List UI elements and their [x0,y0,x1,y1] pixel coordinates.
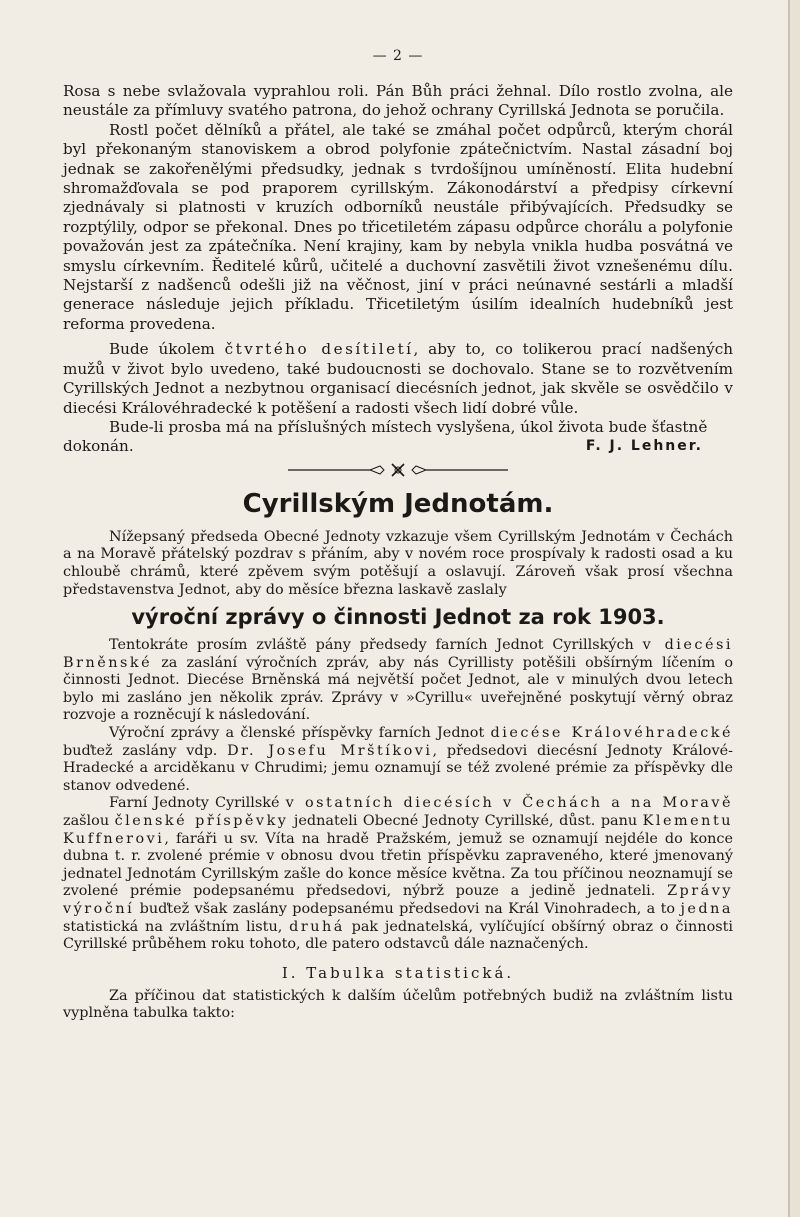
p4-name-spaced: Klementu Kuffnerovi [63,813,733,847]
article-title: Cyrillským Jednotám. [242,488,554,519]
p4-text-5: buďtež však zaslány podepsanému předsedovi na Král Vinohradech, a to [134,901,681,917]
p2-spaced: v diecési Brněnské [63,637,733,671]
article-paragraph-4 [63,795,733,953]
intro-paragraph-1: Rosa s nebe svlažovala vyprahlou roli. Pán Bůh práci žehnal. Dílo rostlo zvolna, ale neustále za přímluvy svatého patrona, do jehož ochrany Cyrillská Jednota se poručila. [63,82,733,120]
intro-p4-end: dokonán. [63,437,134,456]
p3-text: Výroční zprávy a členské příspěvky farních Jednot [109,725,491,742]
article-paragraph-2 [63,637,733,725]
p4-text: Farní Jednoty Cyrillské [109,795,286,812]
author-signature: F. J. Lehner. [585,438,703,455]
section-heading: I. Tabulka statistická. [281,963,515,982]
page-number: — 2 — [372,48,424,64]
article-paragraph-5: Za příčinou dat statistických k dalším účelům potřebných budiž na zvláštním listu vyplněna tabulka takto: [63,987,733,1022]
intro-p3-text: Bude úkolem [109,340,225,359]
p4-spaced-3: Zprávy výroční [63,883,733,917]
p2-text: Tentokráte prosím zvláště pány předsedy farních Jednot Cyrillských [109,637,643,654]
p3-text-3: , předsedovi diecésní Jednoty Králové-Hradecké a arciděkanu v Chrudimi; jemu oznamují se též zvolené prémie za příspěvky dle stanov odvedené. [63,742,733,794]
p4-text-3: jednateli Obecné Jednoty Cyrillské, důst. panu [288,813,643,830]
intro-paragraph-3 [63,340,733,418]
page-content [63,48,733,1023]
intro-paragraph-4: Bude-li prosba má na příslušných místech vyslyšena, úkol života bude šťastně [109,417,708,436]
ornament-icon [288,461,508,479]
intro-p3-spaced: čtvrtého desítiletí [224,340,414,359]
signature-row [63,437,733,456]
intro-paragraph-2: Rostl počet dělníků a přátel, ale také se zmáhal počet odpůrců, kterým chorál byl překonaným stanoviskem a obrod polyfonie zpátečnictvím. Nastal zásadní boj jednak se zakořenělými předsudky, jednak s tvrdošíjnou umíněností. Elita hudební shromažďovala se pod praporem cyrillským. Zákonodárství a předpisy církevní zjednávaly si platnosti v kruzích odborníků neustále přibývajících. Předsudky se rozptýlily, odpor se překonal. Dnes po třicetiletém zápasu odpůrce chorálu a polyfonie považován jest za zpátečníka. Není krajiny, kam by nebyla vnikla hudba posvátná ve smyslu církevním. Ředitelé kůrů, učitelé a duchovní zasvětili život vznešenému dílu. Nejstarší z nadšenců odešli již na věčnost, jiní v práci neúnavné sestárli a mladší generace následuje jejich příkladu. Třicetiletým úsilím idealních hudebníků jest reforma provedena. [63,120,733,333]
p2-text-2: za zaslání výročních zpráv, aby nás Cyrillisty potěšili obšírným líčením o činnosti Jednot. Diecése Brněnská má největší počet Jednot, ale v minulých dvou letech bylo mi zasláno jen několik zpráv. Zprávy v »Cyrillu« uveřejněné poskytují věrný obraz rozvoje a rozněcují k následování. [63,654,733,724]
article-subtitle: výroční zprávy o činnosti Jednot za rok 1903. [131,605,665,630]
article-paragraph-1: Nížepsaný předseda Obecné Jednoty vzkazuje všem Cyrillským Jednotám v Čechách a na Moravě přátelský pozdrav s přáním, aby v novém roce prospívaly k radosti osad a ku chloubě chrámů, které zpěvem svým potěšují a oslavují. Zároveň však prosí všechna představenstva Jednot, aby do měsíce března laskavě zaslaly [63,528,733,598]
ornament-divider [63,459,733,481]
p4-text-4: , faráři u sv. Víta na hradě Pražském, jemuž se oznamují nejdéle do konce dubna t. r. zvolené prémie v obnosu dvou třetin příspěvku zapraveného, které jmenovaný jednatel Jednotám Cyrillským zašle do konce měsíce května. Za tou příčinou neoznamují se zvolené prémie podepsanému předsedovi, nýbrž pouze a jedině jednateli. [63,830,733,900]
page-edge [790,0,800,1217]
intro-p3-text-2: , aby to, co tolikerou prací nadšených mužů v život bylo uvedeno, také budoucnosti se dochovalo. Stane se to rozvětvením Cyrillských Jednot a nezbytnou organisací diecésních jednot, jak skvěle se osvědčilo v diecési Královéhradecké k potěšení a radosti všech lidí dobré vůle. [63,340,734,417]
article-paragraph-3 [63,725,733,795]
p4-text-7: pak jednatelská, vylíčující obšírný obraz o činnosti Cyrillské průběhem roku tohoto, dle patero odstavců dále naznačených. [63,918,734,953]
p4-spaced-4: jedna [680,901,733,917]
p4-spaced-2: členské příspěvky [114,813,289,830]
p4-spaced-5: druhá [289,918,345,935]
page-edge-line [788,0,790,1217]
p4-spaced: v ostatních diecésích v Čechách a na Moravě [285,795,733,812]
p4-text-6: statistická na zvláštním listu, [63,918,290,935]
p4-text-2: zašlou [63,813,115,830]
p3-text-2: buďtež zaslány vdp. [63,742,228,759]
p3-name-spaced: Dr. Josefu Mrštíkovi [227,742,433,759]
p3-spaced: diecése Královéhradecké [490,725,733,742]
